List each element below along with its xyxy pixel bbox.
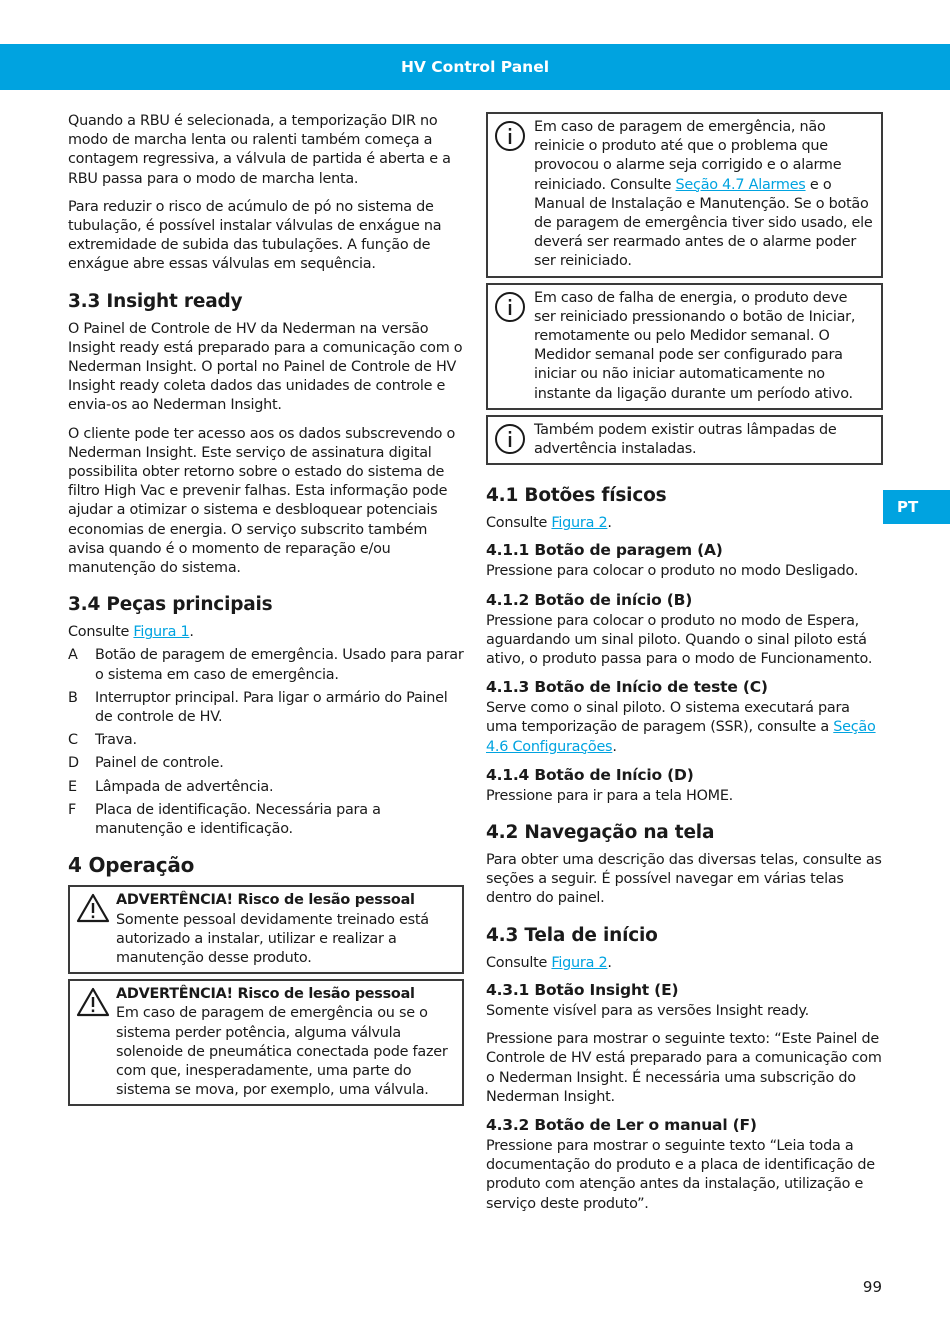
section-4-7-link[interactable]: Seção 4.7 Alarmes (675, 176, 806, 193)
paragraph: Para reduzir o risco de acúmulo de pó no sistema de tubulação, é possível instalar válvulas de enxágue na extremidade de subida das tubulações. A função de enxágue abre essas válvulas em sequência. (68, 198, 442, 273)
header-title: HV Control Panel (400, 58, 550, 76)
paragraph: Pressione para ir para a tela HOME. (486, 787, 733, 804)
subsection-heading-4-3-1: 4.3.1 Botão Insight (E) (486, 980, 679, 999)
page-number: 99 (862, 1278, 882, 1296)
info-icon (494, 421, 534, 459)
warning-box (68, 979, 464, 1106)
figure-2-link[interactable]: Figura 2 (551, 515, 608, 532)
section-heading-3-3: 3.3 Insight ready (68, 290, 243, 312)
warning-text: Somente pessoal devidamente treinado está autorizado a instalar, utilizar e realizar a manutenção desse produto. (116, 911, 429, 966)
right-column (486, 112, 883, 1223)
left-column (68, 112, 464, 1111)
section-4-6-link[interactable]: Seção 4.6 Configurações (486, 719, 876, 755)
paragraph: Serve como o sinal piloto. O sistema executará para uma temporização de paragem (SSR), consulte a Seção 4.6 Configurações. (486, 700, 876, 755)
figure-reference: Consulte Figura 1. (68, 624, 194, 641)
paragraph: Pressione para colocar o produto no modo de Espera, aguardando um sinal piloto. Quando o sinal piloto está ativo, o produto passa para o modo de Funcionamento. (486, 612, 873, 668)
paragraph: Quando a RBU é selecionada, a temporização DIR no modo de marcha lenta ou ralenti também começa a contagem regressiva, a válvula de partida é aberta e a RBU passa para o modo de marcha lenta. (68, 113, 451, 187)
list-item: B Interruptor principal. Para ligar o armário do Painel de controle de HV. (68, 689, 448, 726)
figure-reference: Consulte Figura 2. (486, 954, 612, 971)
paragraph: Pressione para mostrar o seguinte texto “Leia toda a documentação do produto e a placa de identificação de produto com atenção antes da instalação, utilização e serviço deste produto”. (486, 1137, 875, 1212)
figure-1-link[interactable]: Figura 1 (133, 624, 190, 641)
section-heading-4-2: 4.2 Navegação na tela (486, 822, 715, 844)
warning-text: Em caso de paragem de emergência ou se o sistema perder potência, alguma válvula solenoide de pneumática conectada pode fazer com que, inesperadamente, uma parte do sistema se mova, por exemplo, uma válvula. (116, 1005, 448, 1099)
language-tab: PT (883, 490, 950, 524)
figure-reference: Consulte Figura 2. (486, 515, 612, 532)
subsection-heading-4-3-2: 4.3.2 Botão de Ler o manual (F) (486, 1115, 757, 1134)
info-text: Em caso de falha de energia, o produto deve ser reiniciado pressionando o botão de Iniciar, remotamente ou pelo Medidor semanal. O Medidor semanal pode ser configurado para iniciar ou não iniciar automaticamente no instante da ligação durante um período ativo. (534, 289, 856, 402)
section-heading-3-4: 3.4 Peças principais (68, 594, 273, 616)
info-text: Também podem existir outras lâmpadas de advertência instaladas. (534, 421, 837, 458)
parts-list (68, 646, 464, 839)
list-item: D Painel de controle. (68, 755, 224, 772)
warning-box (68, 885, 464, 974)
info-box (486, 112, 883, 278)
subsection-heading-4-1-3: 4.1.3 Botão de Início de teste (C) (486, 678, 768, 697)
section-heading-4: 4 Operação (68, 853, 195, 878)
paragraph: O cliente pode ter acesso aos os dados subscrevendo o Nederman Insight. Este serviço de assinatura digital possibilita obter retorno sobre o estado do sistema de filtro High Vac e prevenir falhas. Esta informação pode ajudar a otimizar o sistema e desbloquear potenciais economias de energia. O serviço subscrito também avisa quando é o momento de reparação e/ou manutenção do sistema. (68, 425, 456, 577)
list-item: F Placa de identificação. Necessária para a manutenção e identificação. (68, 801, 381, 838)
info-box (486, 415, 883, 465)
paragraph: Pressione para colocar o produto no modo Desligado. (486, 563, 859, 580)
list-item: E Lâmpada de advertência. (68, 778, 274, 795)
paragraph: Para obter uma descrição das diversas telas, consulte as seções a seguir. É possível navegar em várias telas dentro do painel. (486, 852, 882, 907)
paragraph: O Painel de Controle de HV da Nederman na versão Insight ready está preparado para a comunicação com o Nederman Insight. O portal no Painel de Controle de HV Insight ready coleta dados das unidades de controle e envia-os ao Nederman Insight. (68, 320, 463, 414)
section-heading-4-1: 4.1 Botões físicos (486, 485, 667, 507)
info-icon (494, 118, 534, 272)
info-box (486, 283, 883, 410)
paragraph: Pressione para mostrar o seguinte texto: “Este Painel de Controle de HV está preparado para a comunicação com o Nederman Insight. É necessária uma subscrição do Nederman Insight. (486, 1031, 882, 1105)
list-item: A Botão de paragem de emergência. Usado para parar o sistema em caso de emergência. (68, 647, 464, 683)
list-item: C Trava. (68, 732, 137, 749)
info-text: Em caso de paragem de emergência, não reinicie o produto até que o problema que provocou o alarme seja corrigido e o alarme reiniciado. Consulte Seção 4.7 Alarmes e o Manual de Instalação e Manutenção. Se o botão de paragem de emergência tiver sido usado, ele deverá ser rearmado antes de o alarme poder ser reiniciado. (534, 119, 873, 270)
info-icon (494, 289, 534, 404)
section-heading-4-3: 4.3 Tela de início (486, 924, 658, 946)
warning-title: ADVERTÊNCIA! Risco de lesão pessoal (116, 986, 415, 1003)
subsection-heading-4-1-2: 4.1.2 Botão de início (B) (486, 590, 693, 609)
subsection-heading-4-1-4: 4.1.4 Botão de Início (D) (486, 765, 694, 784)
warning-triangle-icon (76, 985, 116, 1100)
subsection-heading-4-1-1: 4.1.1 Botão de paragem (A) (486, 541, 723, 560)
page-header (0, 44, 950, 90)
warning-title: ADVERTÊNCIA! Risco de lesão pessoal (116, 892, 415, 909)
warning-triangle-icon (76, 891, 116, 968)
paragraph: Somente visível para as versões Insight ready. (486, 1002, 809, 1019)
figure-2-link[interactable]: Figura 2 (551, 954, 608, 971)
